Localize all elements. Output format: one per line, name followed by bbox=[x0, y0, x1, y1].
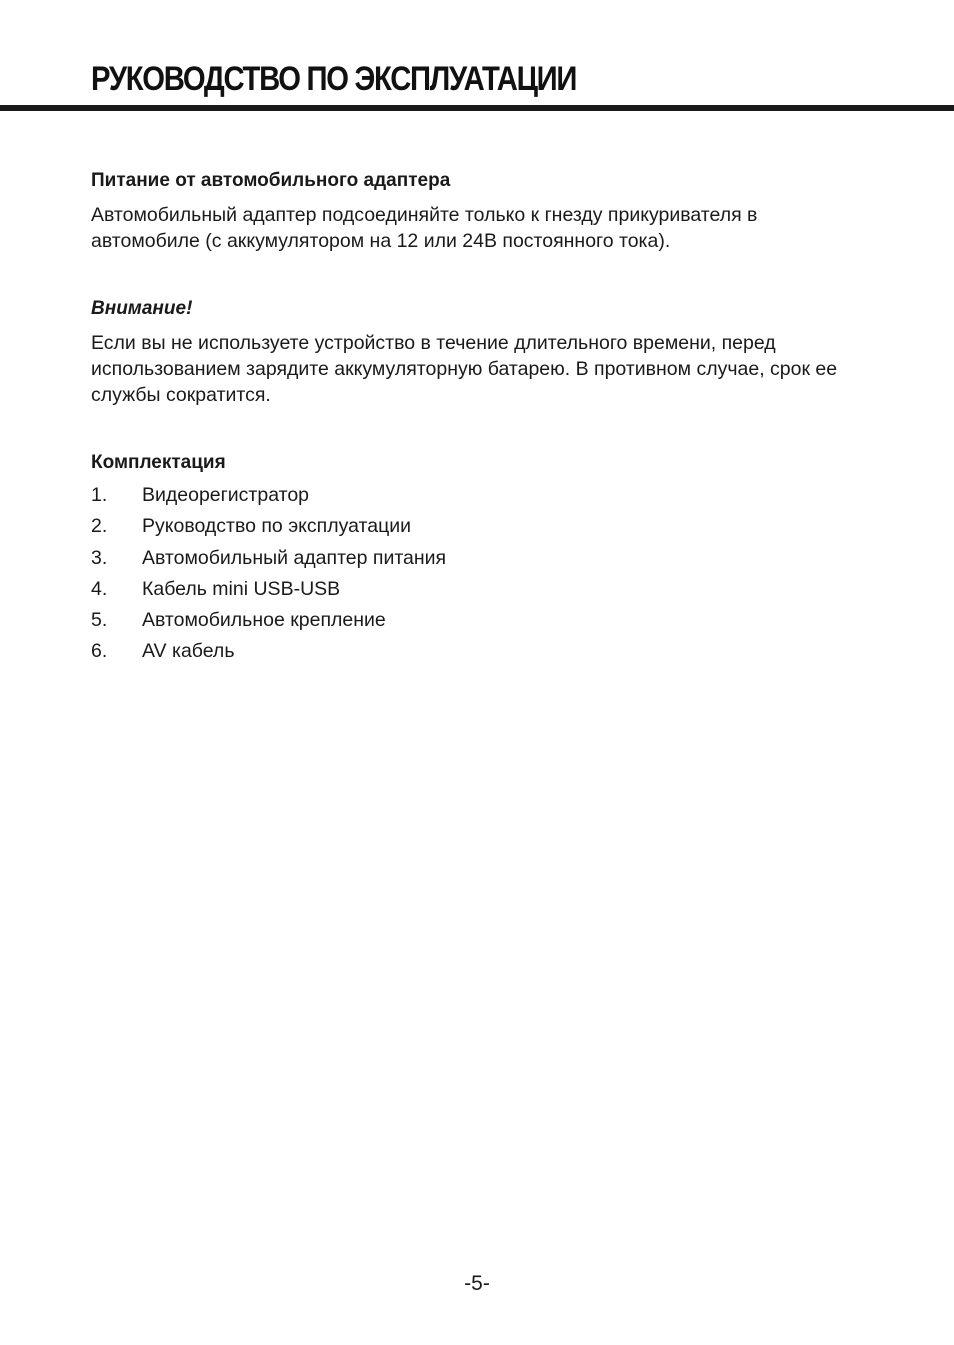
kit-list bbox=[91, 482, 866, 664]
section-text-power: Автомобильный адаптер подсоединяйте только к гнезду прикуривателя в автомобиле (с аккумулятором на 12 или 24В постоянного тока). bbox=[91, 204, 758, 252]
list-item bbox=[91, 545, 866, 571]
list-item-number: 4. bbox=[91, 577, 108, 600]
section-heading-power: Питание от автомобильного адаптера bbox=[91, 170, 451, 191]
list-item-number: 6. bbox=[91, 640, 108, 663]
list-item-number: 5. bbox=[91, 609, 108, 632]
list-item-label: Кабель mini USB-USB bbox=[142, 577, 341, 600]
page-title: РУКОВОДСТВО ПО ЭКСПЛУАТАЦИИ bbox=[91, 60, 577, 98]
list-item-label: Автомобильное крепление bbox=[142, 609, 386, 632]
list-item-label: AV кабель bbox=[142, 640, 235, 663]
section-text-warning: Если вы не используете устройство в течение длительного времени, перед использованием зарядите аккумуляторную батарею. В противном случае, срок ее службы сократится. bbox=[91, 332, 838, 406]
list-item bbox=[91, 607, 866, 633]
list-item-number: 1. bbox=[91, 484, 108, 506]
list-item-number: 2. bbox=[91, 515, 108, 538]
section-warning bbox=[91, 296, 866, 408]
section-kit bbox=[91, 450, 866, 664]
list-item bbox=[91, 513, 866, 539]
list-item-number: 3. bbox=[91, 546, 108, 569]
section-heading-kit: Комплектация bbox=[91, 452, 226, 473]
list-item bbox=[91, 482, 866, 508]
section-power bbox=[91, 168, 866, 254]
list-item-label: Руководство по эксплуатации bbox=[142, 515, 412, 538]
document-body bbox=[91, 168, 866, 670]
list-item-label: Автомобильный адаптер питания bbox=[142, 546, 447, 569]
section-heading-warning: Внимание! bbox=[91, 298, 193, 319]
list-item bbox=[91, 638, 866, 664]
list-item bbox=[91, 576, 866, 602]
list-item-label: Видеорегистратор bbox=[142, 484, 310, 506]
header-divider bbox=[0, 105, 954, 111]
page-number: -5- bbox=[464, 1272, 490, 1295]
